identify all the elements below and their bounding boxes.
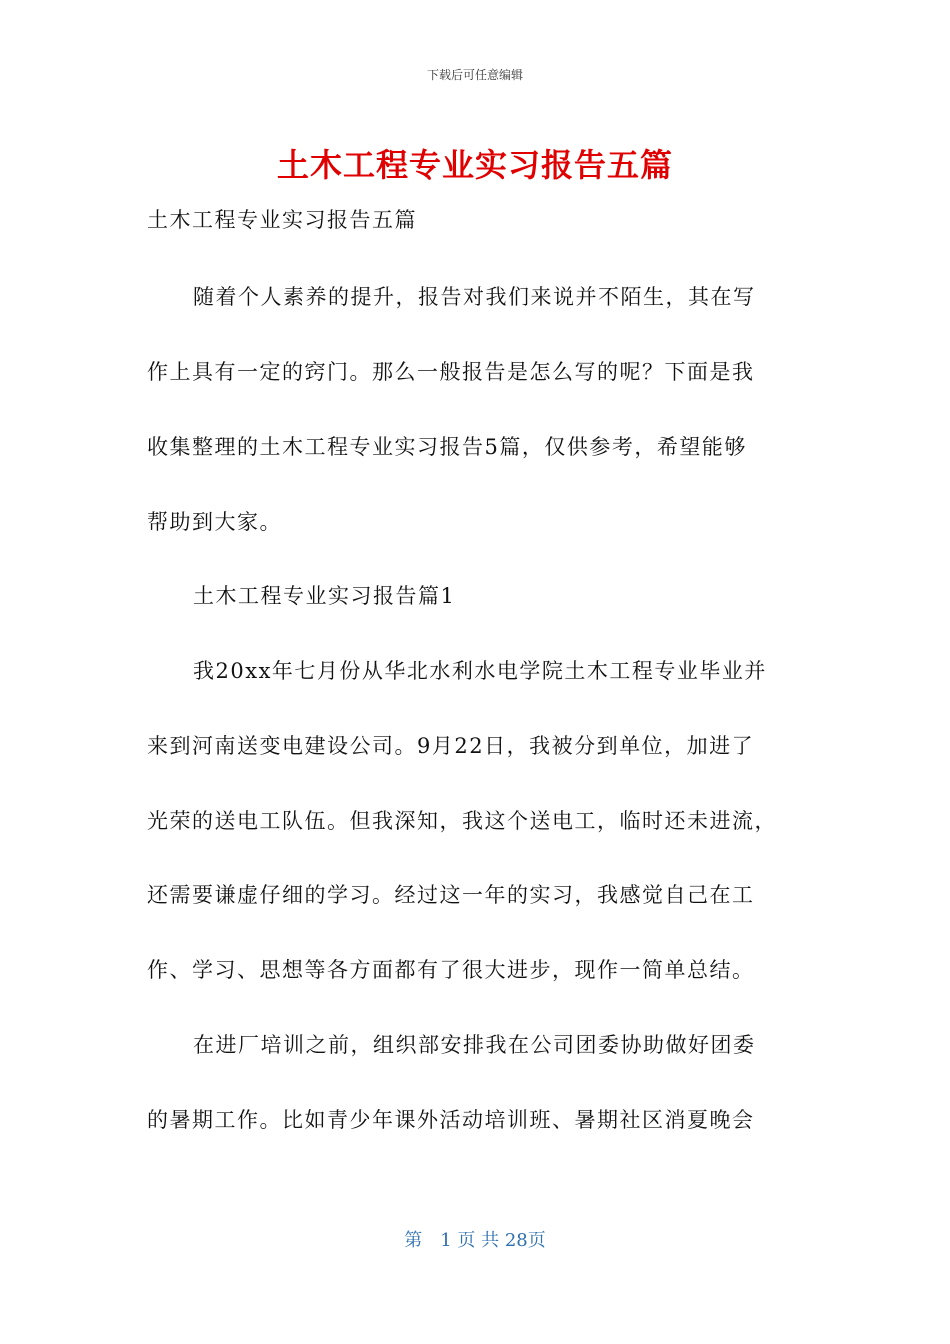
paragraph-line: 的暑期工作。比如青少年课外活动培训班、暑期社区消夏晚会 (147, 1108, 755, 1132)
paragraph-line: 收集整理的土木工程专业实习报告5篇，仅供参考，希望能够 (147, 435, 747, 459)
paragraph-line: 作、学习、思想等各方面都有了很大进步，现作一简单总结。 (147, 958, 755, 982)
paragraph-line: 来到河南送变电建设公司。9月22日，我被分到单位，加进了 (147, 734, 755, 758)
page-number-footer: 第 1 页 共 28页 (404, 1230, 546, 1251)
section-heading: 土木工程专业实习报告篇1 (193, 584, 456, 608)
paragraph-line: 随着个人素养的提升，报告对我们来说并不陌生，其在写 (193, 285, 756, 309)
paragraph-line: 我20xx年七月份从华北水利水电学院土木工程专业毕业并 (193, 659, 767, 683)
paragraph-line: 光荣的送电工队伍。但我深知，我这个送电工，临时还未进流， (147, 809, 777, 833)
paragraph-line: 帮助到大家。 (147, 510, 282, 534)
document-title: 土木工程专业实习报告五篇 (276, 146, 673, 184)
paragraph-line: 作上具有一定的窍门。那么一般报告是怎么写的呢？下面是我 (147, 360, 755, 384)
document-subtitle: 土木工程专业实习报告五篇 (147, 208, 417, 232)
paragraph-line: 还需要谦虚仔细的学习。经过这一年的实习，我感觉自己在工 (147, 883, 755, 907)
page-header-note: 下载后可任意编辑 (426, 68, 523, 82)
paragraph-line: 在进厂培训之前，组织部安排我在公司团委协助做好团委 (193, 1033, 756, 1057)
